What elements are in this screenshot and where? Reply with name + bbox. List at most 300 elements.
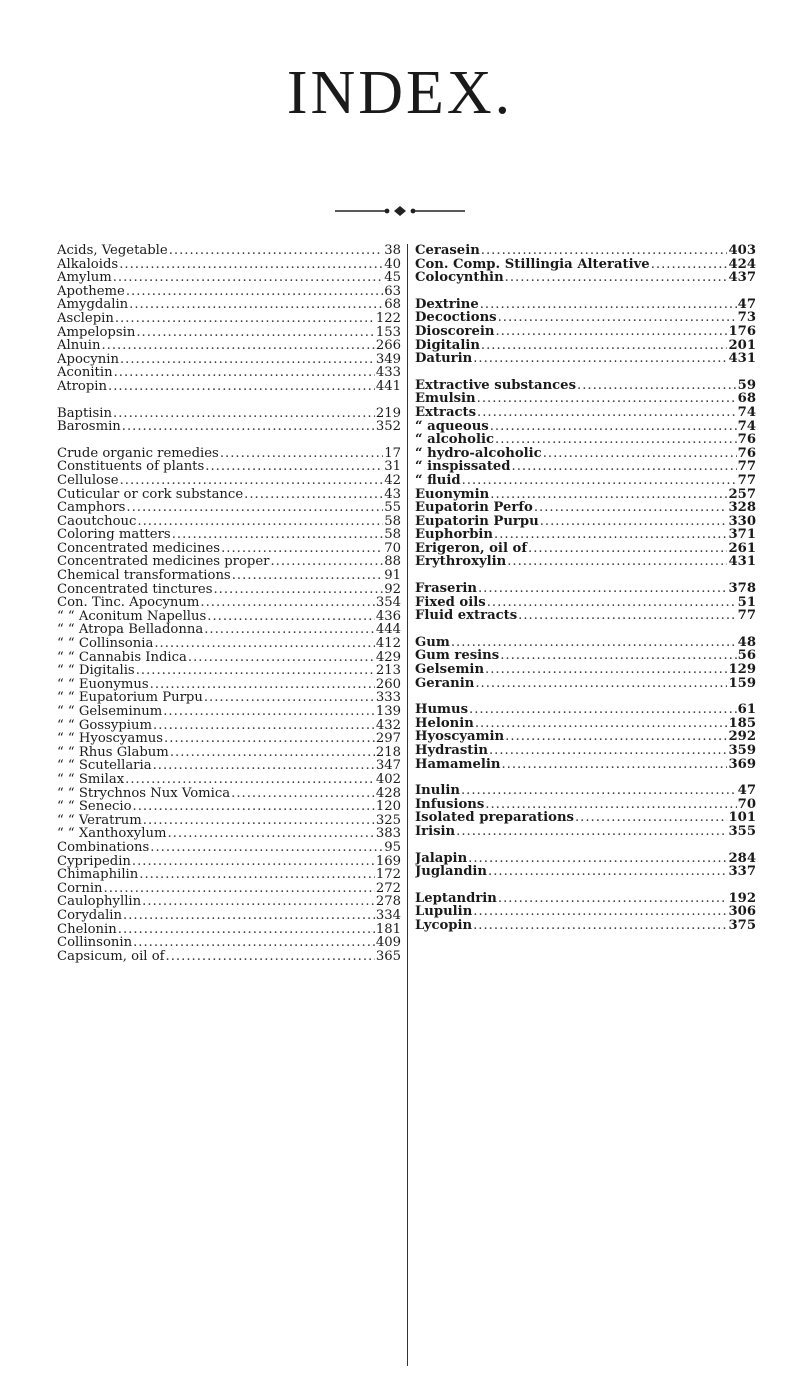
index-page-number: 68 <box>384 298 401 312</box>
index-page-number: 74 <box>737 405 756 420</box>
index-term: Euphorbin <box>415 528 494 542</box>
index-entry <box>57 909 401 923</box>
dot-leader <box>104 882 375 896</box>
index-term: Concentrated medicines <box>57 541 221 556</box>
index-page-number: 218 <box>375 745 401 760</box>
index-entry <box>415 677 756 691</box>
dot-leader <box>153 759 375 773</box>
index-page-number: 359 <box>728 744 756 758</box>
index-page-number: 444 <box>375 623 401 638</box>
dot-leader <box>489 744 728 758</box>
dot-leader <box>169 244 384 258</box>
index-term: Decoctions <box>415 311 497 325</box>
index-term: “ “ Digitalis <box>57 664 135 678</box>
index-term: Fraserin <box>415 582 477 596</box>
index-page-number: 272 <box>375 881 401 896</box>
index-page-number: 257 <box>728 487 756 502</box>
index-entry <box>57 623 401 637</box>
index-entry <box>57 380 401 394</box>
index-entry <box>57 637 401 651</box>
index-entry <box>57 244 401 258</box>
index-term: Infusions <box>415 797 485 812</box>
index-entry <box>415 474 756 488</box>
index-entry <box>57 271 401 285</box>
index-entry <box>415 663 756 677</box>
index-entry <box>415 271 756 285</box>
index-term: Alkaloids <box>57 257 119 272</box>
dot-leader <box>163 705 375 719</box>
index-term: Chimaphilin <box>57 868 139 882</box>
index-term: Euonymin <box>415 487 490 502</box>
index-page-number: 284 <box>728 851 756 866</box>
index-page-number: 261 <box>728 541 756 556</box>
index-group <box>415 582 756 623</box>
index-term: Colocynthin <box>415 271 504 285</box>
index-page-number: 328 <box>728 501 756 515</box>
dot-leader <box>473 352 727 366</box>
index-term: Ampelopsin <box>57 325 136 340</box>
index-entry <box>57 746 401 760</box>
dot-leader <box>481 244 728 258</box>
index-entry <box>415 501 756 515</box>
dot-leader <box>540 515 728 529</box>
index-page-number: 337 <box>728 865 756 879</box>
dot-leader <box>507 555 727 569</box>
dot-leader <box>133 936 375 950</box>
index-page-number: 428 <box>375 786 401 801</box>
dot-leader <box>150 841 383 855</box>
index-page-number: 172 <box>375 868 401 882</box>
index-page-number: 371 <box>728 528 756 542</box>
index-entry <box>415 339 756 353</box>
index-entry <box>415 717 756 731</box>
dot-leader <box>153 719 375 733</box>
dot-leader <box>108 380 375 394</box>
index-term: Lycopin <box>415 918 473 933</box>
index-page-number: 45 <box>384 271 401 285</box>
index-term: “ aqueous <box>415 419 489 434</box>
index-entry <box>57 923 401 937</box>
page-title: INDEX. <box>286 59 514 127</box>
index-term: Apocynin <box>57 352 119 367</box>
dot-leader <box>220 447 383 461</box>
index-entry <box>415 392 756 406</box>
dot-leader <box>475 717 728 731</box>
dot-leader <box>120 474 384 488</box>
index-term: “ “ Rhus Glabum <box>57 745 169 760</box>
index-entry <box>415 420 756 434</box>
dot-leader <box>200 596 374 610</box>
index-page-number: 383 <box>375 827 401 841</box>
index-entry <box>57 827 401 841</box>
index-term: Fixed oils <box>415 595 486 610</box>
dot-leader <box>481 339 728 353</box>
index-page-number: 431 <box>728 555 756 570</box>
dot-leader <box>126 285 383 299</box>
index-term: Baptisin <box>57 406 112 421</box>
index-entry <box>415 703 756 717</box>
index-term: Irisin <box>415 824 456 839</box>
index-entry <box>415 730 756 744</box>
dot-leader <box>498 311 737 325</box>
index-entry <box>57 773 401 787</box>
dot-leader <box>137 515 383 529</box>
index-term: Humus <box>415 703 469 717</box>
dot-leader <box>468 852 727 866</box>
index-entry <box>57 258 401 272</box>
index-page-number: 42 <box>384 473 401 488</box>
index-term: Cellulose <box>57 473 119 488</box>
dot-leader <box>244 488 383 502</box>
index-entry <box>57 759 401 773</box>
index-term: Camphors <box>57 501 126 515</box>
index-page-number: 61 <box>737 703 756 717</box>
index-page-number: 95 <box>384 840 401 855</box>
dot-leader <box>120 353 375 367</box>
index-page-number: 201 <box>728 338 756 353</box>
index-entry <box>415 244 756 258</box>
dot-leader <box>167 827 374 841</box>
index-page-number: 77 <box>737 609 756 623</box>
index-page-number: 354 <box>375 596 401 610</box>
index-entry <box>57 515 401 529</box>
index-term: Inulin <box>415 784 460 798</box>
index-term: “ “ Scutellaria <box>57 759 152 773</box>
index-entry <box>57 610 401 624</box>
index-term: Capsicum, oil of <box>57 949 165 964</box>
dot-leader <box>498 892 728 906</box>
index-term: “ “ Hyoscyamus <box>57 732 163 746</box>
index-term: “ fluid <box>415 473 461 488</box>
index-page-number: 292 <box>728 730 756 744</box>
index-page-number: 325 <box>375 813 401 828</box>
index-entry <box>57 895 401 909</box>
index-term: Gelsemin <box>415 663 485 677</box>
dot-leader <box>205 460 383 474</box>
dot-leader <box>473 905 727 919</box>
index-entry <box>57 732 401 746</box>
index-page-number: 56 <box>737 649 756 664</box>
index-term: “ “ Smilax <box>57 772 125 787</box>
index-group <box>415 379 756 569</box>
dot-leader <box>119 258 383 272</box>
index-term: Isolated preparations <box>415 811 574 825</box>
index-term: Leptandrin <box>415 891 497 906</box>
index-entry <box>415 379 756 393</box>
index-page-number: 432 <box>375 718 401 733</box>
index-entry <box>57 719 401 733</box>
index-page-number: 431 <box>728 352 756 366</box>
index-page-number: 91 <box>384 569 401 583</box>
index-entry <box>57 460 401 474</box>
index-term: Caulophyllin <box>57 895 142 909</box>
index-term: Amygdalin <box>57 298 129 312</box>
index-entry <box>415 784 756 798</box>
dot-leader <box>204 691 375 705</box>
index-page-number: 330 <box>728 514 756 529</box>
dot-leader <box>166 950 375 964</box>
index-page-number: 192 <box>728 891 756 906</box>
dot-leader <box>651 258 728 272</box>
index-entry <box>415 852 756 866</box>
index-page-number: 378 <box>728 582 756 596</box>
index-page-number: 47 <box>737 297 756 312</box>
dot-leader <box>451 636 737 650</box>
index-term: “ “ Aconitum Napellus <box>57 609 207 624</box>
index-page-number: 185 <box>728 716 756 731</box>
index-page-number: 424 <box>728 257 756 272</box>
index-term: Juglandin <box>415 865 488 879</box>
index-entry <box>57 569 401 583</box>
dot-leader <box>505 730 727 744</box>
index-group <box>415 852 756 879</box>
dot-leader <box>115 312 375 326</box>
index-term: Atropin <box>57 379 107 394</box>
dot-leader <box>495 325 727 339</box>
index-term: Erythroxylin <box>415 555 507 570</box>
dot-leader <box>488 865 727 879</box>
index-entry <box>415 811 756 825</box>
index-page-number: 306 <box>728 905 756 919</box>
index-entry <box>57 855 401 869</box>
index-page-number: 403 <box>728 244 756 258</box>
index-entry <box>415 919 756 933</box>
index-entry <box>57 555 401 569</box>
dot-leader <box>577 379 737 393</box>
index-term: Con. Comp. Stillingia Alterative <box>415 257 650 272</box>
index-entry <box>57 474 401 488</box>
index-term: “ “ Collinsonia <box>57 637 154 651</box>
index-page-number: 55 <box>384 501 401 515</box>
index-term: Barosmin <box>57 420 121 434</box>
dot-leader <box>485 798 736 812</box>
index-term: Fluid extracts <box>415 609 518 623</box>
index-page-number: 429 <box>375 650 401 665</box>
index-page-number: 352 <box>375 420 401 434</box>
index-term: Amylum <box>57 271 112 285</box>
index-page-number: 68 <box>737 392 756 406</box>
index-page-number: 412 <box>375 637 401 651</box>
dot-leader <box>528 542 727 556</box>
index-page-number: 59 <box>737 378 756 393</box>
index-page-number: 260 <box>375 677 401 692</box>
dot-leader <box>534 501 728 515</box>
index-term: “ “ Xanthoxylum <box>57 827 167 841</box>
index-term: Lupulin <box>415 905 473 919</box>
index-term: “ “ Atropa Belladonna <box>57 623 204 638</box>
index-entry <box>57 339 401 353</box>
index-entry <box>57 651 401 665</box>
dot-leader <box>118 923 375 937</box>
index-term: Collinsonin <box>57 936 133 950</box>
index-group <box>415 298 756 366</box>
index-entry <box>57 353 401 367</box>
index-group <box>415 784 756 838</box>
index-entry <box>415 905 756 919</box>
dot-leader <box>477 392 737 406</box>
dot-leader <box>462 474 737 488</box>
index-entry <box>415 311 756 325</box>
index-entry <box>57 542 401 556</box>
index-entry <box>57 882 401 896</box>
index-page-number: 441 <box>375 379 401 394</box>
index-entry <box>57 691 401 705</box>
dot-leader <box>139 868 375 882</box>
dot-leader <box>478 582 727 596</box>
index-page-number: 437 <box>728 271 756 285</box>
dot-leader <box>125 773 375 787</box>
index-entry <box>415 258 756 272</box>
dot-leader <box>132 855 375 869</box>
index-page-number: 375 <box>728 918 756 933</box>
index-term: Cypripedin <box>57 854 131 869</box>
index-term: Extracts <box>415 405 477 420</box>
dot-leader <box>123 909 375 923</box>
index-term: Alnuin <box>57 339 101 353</box>
index-page-number: 347 <box>375 759 401 773</box>
dot-leader <box>126 501 383 515</box>
index-page-number: 129 <box>728 663 756 677</box>
index-entry <box>415 865 756 879</box>
index-page-number: 219 <box>375 406 401 421</box>
index-term: Dioscorein <box>415 324 495 339</box>
dot-leader <box>456 825 727 839</box>
index-entry <box>57 366 401 380</box>
dot-leader <box>133 800 375 814</box>
index-page-number: 436 <box>375 609 401 624</box>
index-entry <box>57 596 401 610</box>
index-entry <box>415 892 756 906</box>
index-entry <box>57 841 401 855</box>
dot-leader <box>113 407 375 421</box>
index-entry <box>57 868 401 882</box>
index-group <box>57 407 401 434</box>
index-entry <box>57 488 401 502</box>
index-term: “ “ Cannabis Indica <box>57 650 187 665</box>
index-term: Chemical transformations <box>57 569 231 583</box>
dot-leader <box>142 895 375 909</box>
index-term: Cerasein <box>415 244 480 258</box>
index-page-number: 74 <box>737 419 756 434</box>
index-page-number: 63 <box>384 284 401 299</box>
index-group <box>415 703 756 771</box>
index-page-number: 43 <box>384 487 401 502</box>
index-group <box>415 636 756 690</box>
index-entry <box>57 950 401 964</box>
dot-leader <box>475 677 727 691</box>
dot-leader <box>477 406 737 420</box>
index-page-number: 213 <box>375 664 401 678</box>
index-entry <box>57 298 401 312</box>
index-page-number: 278 <box>375 895 401 909</box>
index-entry <box>415 555 756 569</box>
index-term: Dextrine <box>415 297 479 312</box>
index-term: Hyoscyamin <box>415 730 505 744</box>
index-term: Helonin <box>415 716 474 731</box>
index-page-number: 58 <box>384 514 401 529</box>
index-term: Asclepin <box>57 311 114 326</box>
index-term: “ inspissated <box>415 460 511 474</box>
dot-leader <box>543 447 737 461</box>
index-term: “ “ Gossypium <box>57 718 152 733</box>
index-entry <box>415 298 756 312</box>
index-term: “ “ Strychnos Nux Vomica <box>57 786 231 801</box>
index-term: Emulsin <box>415 392 476 406</box>
index-term: “ “ Veratrum <box>57 813 142 828</box>
index-entry <box>415 433 756 447</box>
dot-leader <box>114 366 375 380</box>
index-page-number: 92 <box>384 582 401 597</box>
dot-leader <box>469 703 737 717</box>
index-page-number: 58 <box>384 528 401 542</box>
index-term: Geranin <box>415 676 475 691</box>
dot-leader <box>512 460 737 474</box>
index-entry <box>57 800 401 814</box>
index-page-number: 266 <box>375 339 401 353</box>
index-page-number: 355 <box>728 824 756 839</box>
dot-leader <box>154 637 375 651</box>
index-page-number: 122 <box>375 311 401 326</box>
index-page-number: 70 <box>384 541 401 556</box>
index-entry <box>415 636 756 650</box>
index-entry <box>415 582 756 596</box>
index-page-number: 73 <box>737 311 756 325</box>
dot-leader <box>575 811 728 825</box>
dot-leader <box>113 271 384 285</box>
dot-leader <box>129 298 383 312</box>
index-entry <box>415 798 756 812</box>
index-page-number: 47 <box>737 784 756 798</box>
index-entry <box>57 420 401 434</box>
index-term: Concentrated medicines proper <box>57 555 270 570</box>
index-page-number: 77 <box>737 473 756 488</box>
index-page-number: 349 <box>375 352 401 367</box>
ornament-divider <box>335 206 465 216</box>
index-term: Hydrastin <box>415 744 488 758</box>
index-entry <box>57 407 401 421</box>
index-page-number: 120 <box>375 800 401 814</box>
index-entry <box>57 664 401 678</box>
index-entry <box>415 447 756 461</box>
index-entry <box>415 758 756 772</box>
index-page-number: 333 <box>375 691 401 705</box>
dot-leader <box>221 542 383 556</box>
dot-leader <box>231 787 375 801</box>
index-term: Erigeron, oil of <box>415 541 528 556</box>
index-page-number: 70 <box>737 797 756 812</box>
index-page-number: 297 <box>375 732 401 746</box>
index-entry <box>57 936 401 950</box>
index-page-number: 153 <box>375 325 401 340</box>
index-page-number: 48 <box>737 635 756 650</box>
index-group <box>415 244 756 285</box>
dot-leader <box>485 663 727 677</box>
dot-leader <box>270 555 383 569</box>
index-page-number: 76 <box>737 433 756 447</box>
dot-leader <box>164 732 375 746</box>
dot-leader <box>213 583 383 597</box>
index-term: Apotheme <box>57 284 125 299</box>
index-term: “ alcoholic <box>415 433 494 447</box>
index-term: Jalapin <box>415 851 468 866</box>
index-term: Eupatorin Purpu <box>415 514 539 529</box>
index-page-number: 169 <box>375 854 401 869</box>
index-page-number: 181 <box>375 922 401 937</box>
index-term: Extractive substances <box>415 378 576 393</box>
index-page-number: 402 <box>375 772 401 787</box>
index-page-number: 433 <box>375 366 401 380</box>
index-column-left <box>57 244 401 976</box>
